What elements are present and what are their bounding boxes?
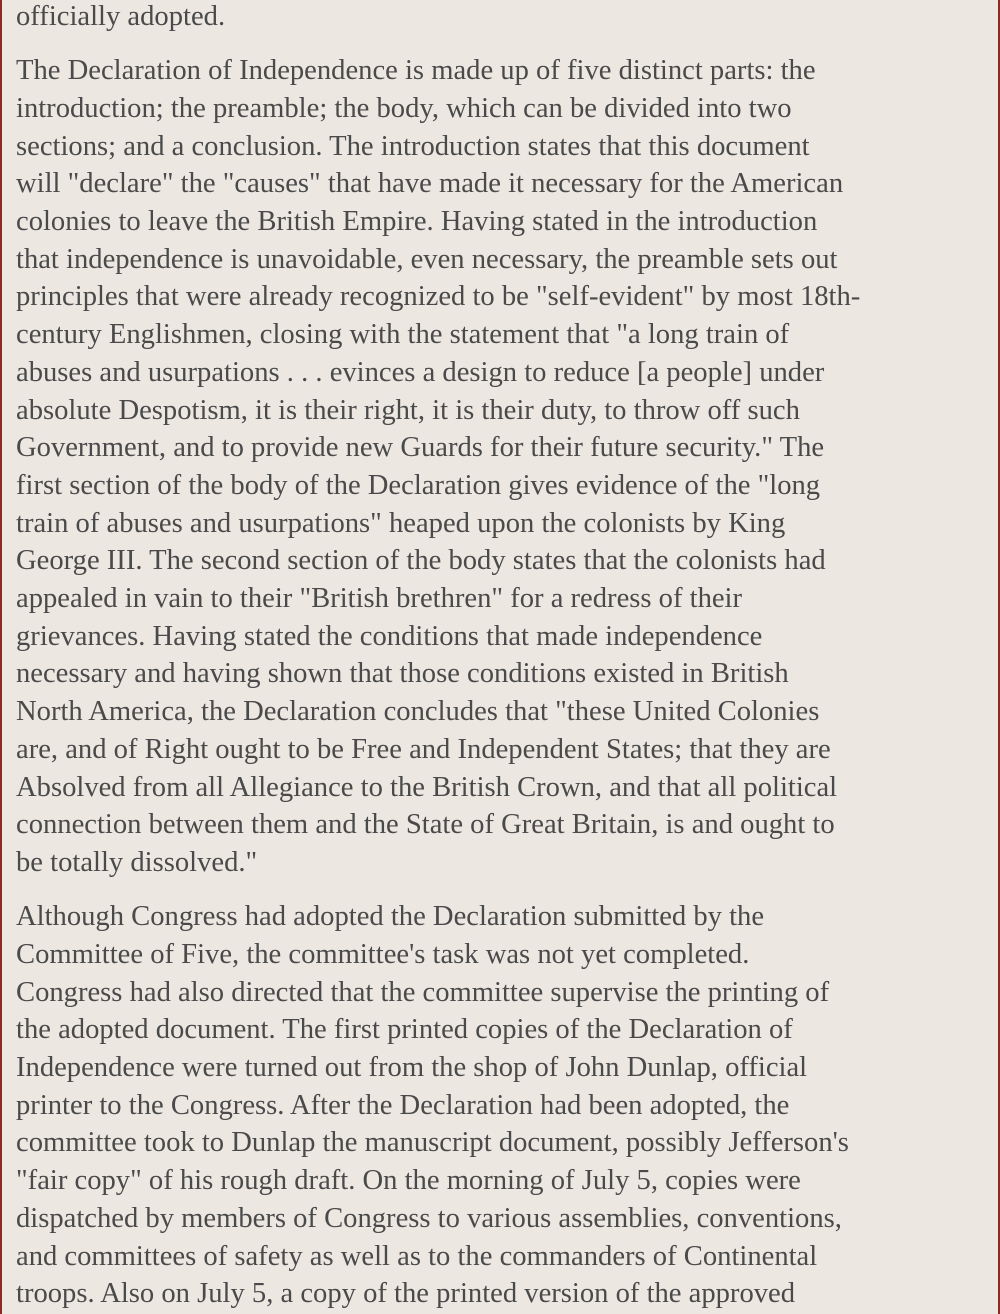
text-line: committee took to Dunlap the manuscript document, possibly Jefferson's	[16, 1127, 849, 1159]
paragraph-2	[16, 52, 992, 881]
text-line: Absolved from all Allegiance to the British Crown, and that all political	[16, 771, 838, 803]
text-line: colonies to leave the British Empire. Having stated in the introduction	[16, 206, 818, 238]
text-line: the adopted document. The first printed copies of the Declaration of	[16, 1014, 793, 1046]
text-line: North America, the Declaration concludes that "these United Colonies	[16, 696, 820, 728]
text-line: first section of the body of the Declaration gives evidence of the "long	[16, 469, 821, 501]
text-line: be totally dissolved."	[16, 846, 258, 878]
text-line: connection between them and the State of Great Britain, is and ought to	[16, 809, 835, 841]
text-line: Although Congress had adopted the Declaration submitted by the	[16, 901, 765, 933]
article-body	[16, 0, 992, 1314]
text-line: will "declare" the "causes" that have made it necessary for the American	[16, 168, 844, 200]
text-line: Committee of Five, the committee's task was not yet completed.	[16, 938, 750, 970]
paragraph-1	[16, 0, 992, 36]
text-line: introduction; the preamble; the body, which can be divided into two	[16, 92, 792, 124]
text-line: and committees of safety as well as to the commanders of Continental	[16, 1240, 818, 1272]
text-line: printer to the Congress. After the Declaration had been adopted, the	[16, 1089, 790, 1121]
text-line: Independence were turned out from the shop of John Dunlap, official	[16, 1051, 808, 1083]
text-line: appealed in vain to their "British brethren" for a redress of their	[16, 583, 743, 615]
text-line: "fair copy" of his rough draft. On the morning of July 5, copies were	[16, 1165, 801, 1197]
text-line: The Declaration of Independence is made up of five distinct parts: the	[16, 55, 816, 87]
text-line: George III. The second section of the body states that the colonists had	[16, 545, 826, 577]
text-line: officially adopted.	[16, 1, 226, 32]
text-line: century Englishmen, closing with the statement that "a long train of	[16, 319, 790, 351]
text-line: abuses and usurpations . . . evinces a design to reduce [a people] under	[16, 356, 825, 388]
text-line: absolute Despotism, it is their right, it is their duty, to throw off such	[16, 394, 800, 426]
text-line: train of abuses and usurpations" heaped upon the colonists by King	[16, 507, 786, 539]
text-line: troops. Also on July 5, a copy of the printed version of the approved	[16, 1278, 796, 1310]
text-line: dispatched by members of Congress to various assemblies, conventions,	[16, 1202, 842, 1234]
text-line: Congress had also directed that the committee supervise the printing of	[16, 976, 830, 1008]
paragraph-3	[16, 898, 992, 1313]
text-line: grievances. Having stated the conditions that made independence	[16, 620, 763, 652]
text-line: that independence is unavoidable, even necessary, the preamble sets out	[16, 243, 838, 275]
text-line: are, and of Right ought to be Free and Independent States; that they are	[16, 733, 831, 765]
text-line: principles that were already recognized to be "self-evident" by most 18th-	[16, 281, 861, 313]
text-line: necessary and having shown that those conditions existed in British	[16, 658, 789, 690]
text-line: Government, and to provide new Guards for their future security." The	[16, 432, 825, 464]
text-line: sections; and a conclusion. The introduction states that this document	[16, 130, 810, 162]
